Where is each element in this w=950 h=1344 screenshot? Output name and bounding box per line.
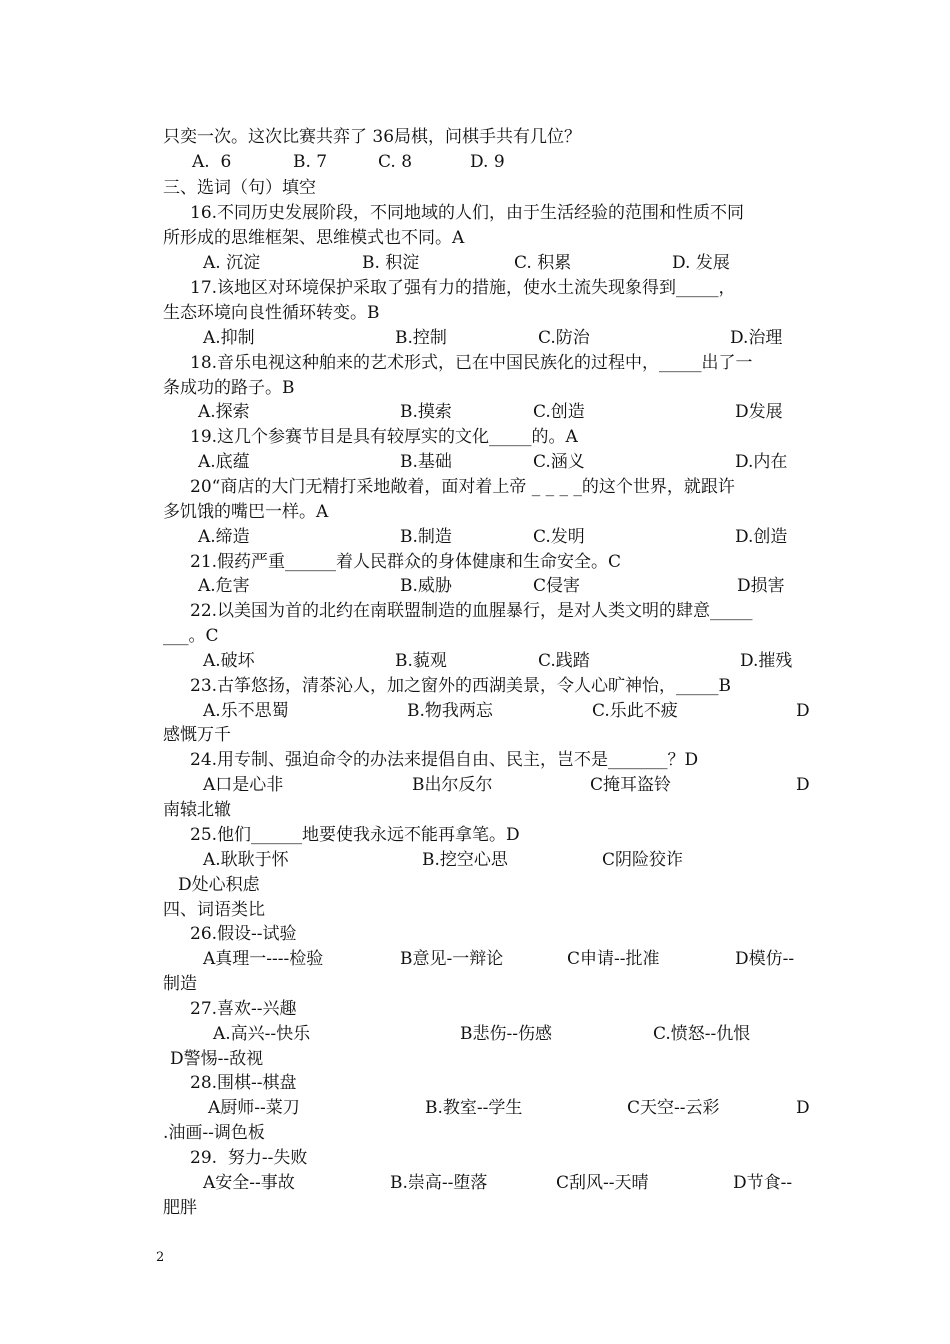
option: B意见-一辩论	[400, 949, 504, 969]
option: B悲伤--伤感	[460, 1024, 552, 1044]
option: C申请--批准	[567, 949, 660, 969]
option: A.耿耿于怀	[203, 850, 289, 870]
option: B.物我两忘	[407, 701, 493, 721]
question-text: 23.古筝悠扬，清茶沁人，加之窗外的西湖美景，令人心旷神怡，_____B	[190, 676, 732, 696]
option: D发展	[735, 402, 783, 422]
section-heading: 三、选词（句）填空	[163, 178, 316, 198]
option: B.摸索	[400, 402, 452, 422]
option: A. 沉淀	[203, 253, 261, 273]
option: A安全--事故	[203, 1173, 295, 1193]
question-text: 25.他们______地要使我永远不能再拿笔。D	[190, 825, 520, 845]
question-text: 26.假设--试验	[190, 924, 297, 944]
option: C.涵义	[533, 452, 585, 472]
option: A真理一----检验	[203, 949, 324, 969]
option: C.乐此不疲	[592, 701, 678, 721]
question-text: 18.音乐电视这种舶来的艺术形式，已在中国民族化的过程中，_____出了一	[190, 353, 753, 373]
option: C阴险狡诈	[602, 850, 684, 870]
option: A.缔造	[198, 527, 250, 547]
option: A.乐不思蜀	[203, 701, 289, 721]
option: A.破坏	[203, 651, 255, 671]
option: B.制造	[400, 527, 452, 547]
option: C.创造	[533, 402, 585, 422]
option: D	[796, 775, 810, 795]
option: B.威胁	[400, 576, 452, 596]
question-text: 17.该地区对环境保护采取了强有力的措施，使水土流失现象得到_____，	[190, 278, 736, 298]
option: A. 6	[192, 152, 232, 172]
option: D.摧残	[740, 651, 793, 671]
question-text: 20“商店的大门无精打采地敞着，面对着上帝 _ _ _ _的这个世界，就跟许	[190, 477, 735, 497]
option: B.教室--学生	[425, 1098, 523, 1118]
option: D.创造	[735, 527, 788, 547]
option: B.崇高--堕落	[390, 1173, 488, 1193]
option: A厨师--菜刀	[208, 1098, 300, 1118]
option: A.探索	[198, 402, 250, 422]
question-text: 21.假药严重______着人民群众的身体健康和生命安全。C	[190, 552, 622, 572]
option: C.践踏	[538, 651, 590, 671]
option: A.危害	[198, 576, 250, 596]
question-text: 19.这几个参赛节目是具有较厚实的文化_____的。A	[190, 427, 578, 447]
option: B出尔反尔	[412, 775, 493, 795]
option: C天空--云彩	[627, 1098, 720, 1118]
option: D.治理	[730, 328, 783, 348]
option: D. 发展	[672, 253, 730, 273]
option: D.内在	[735, 452, 788, 472]
option: D节食--	[733, 1173, 793, 1193]
option: D处心积虑	[178, 875, 260, 895]
question-text: 22.以美国为首的北约在南联盟制造的血腥暴行，是对人类文明的肆意_____	[190, 601, 753, 621]
question-text: 多饥饿的嘴巴一样。A	[163, 502, 329, 522]
option: A.抑制	[203, 328, 255, 348]
option: B. 积淀	[362, 253, 420, 273]
option: .油画--调色板	[163, 1123, 265, 1143]
option: D模仿--	[735, 949, 795, 969]
option: C侵害	[533, 576, 581, 596]
question-text: 24.用专制、强迫命令的办法来提倡自由、民主，岂不是_______？D	[190, 750, 699, 770]
question-text: 所形成的思维框架、思维模式也不同。A	[163, 228, 465, 248]
option: D	[796, 701, 810, 721]
page-number: 2	[156, 1250, 165, 1265]
option: A.高兴--快乐	[213, 1024, 311, 1044]
option: 感慨万千	[163, 725, 231, 745]
option: B. 7	[293, 152, 328, 172]
question-text: 生态环境向良性循环转变。B	[163, 303, 380, 323]
question-text: 29. 努力--失败	[190, 1148, 308, 1168]
option: A口是心非	[203, 775, 284, 795]
option: B.控制	[395, 328, 447, 348]
question-text: 28.围棋--棋盘	[190, 1073, 297, 1093]
option: C.发明	[533, 527, 585, 547]
option: B.挖空心思	[422, 850, 508, 870]
option: D损害	[737, 576, 785, 596]
line-q15-cont: 只奕一次。这次比赛共弈了 36局棋，问棋手共有几位？	[163, 127, 582, 147]
option: D	[796, 1098, 810, 1118]
option: 肥胖	[163, 1198, 197, 1218]
option: C刮风--天晴	[556, 1173, 649, 1193]
option: C.防治	[538, 328, 590, 348]
question-text: ___。C	[163, 626, 219, 646]
option: C. 积累	[514, 253, 572, 273]
option: D. 9	[470, 152, 505, 172]
option: C掩耳盗铃	[590, 775, 672, 795]
question-text: 16.不同历史发展阶段，不同地域的人们，由于生活经验的范围和性质不同	[190, 203, 745, 223]
question-text: 27.喜欢--兴趣	[190, 999, 297, 1019]
option: B.基础	[400, 452, 452, 472]
option: C.愤怒--仇恨	[653, 1024, 751, 1044]
option: D警惕--敌视	[170, 1049, 264, 1069]
option: A.底蕴	[198, 452, 250, 472]
question-text: 条成功的路子。B	[163, 378, 295, 398]
option: 制造	[163, 974, 197, 994]
option: B.藐观	[395, 651, 447, 671]
option: 南辕北辙	[163, 800, 231, 820]
section-heading: 四、词语类比	[163, 900, 265, 920]
option: C. 8	[378, 152, 413, 172]
